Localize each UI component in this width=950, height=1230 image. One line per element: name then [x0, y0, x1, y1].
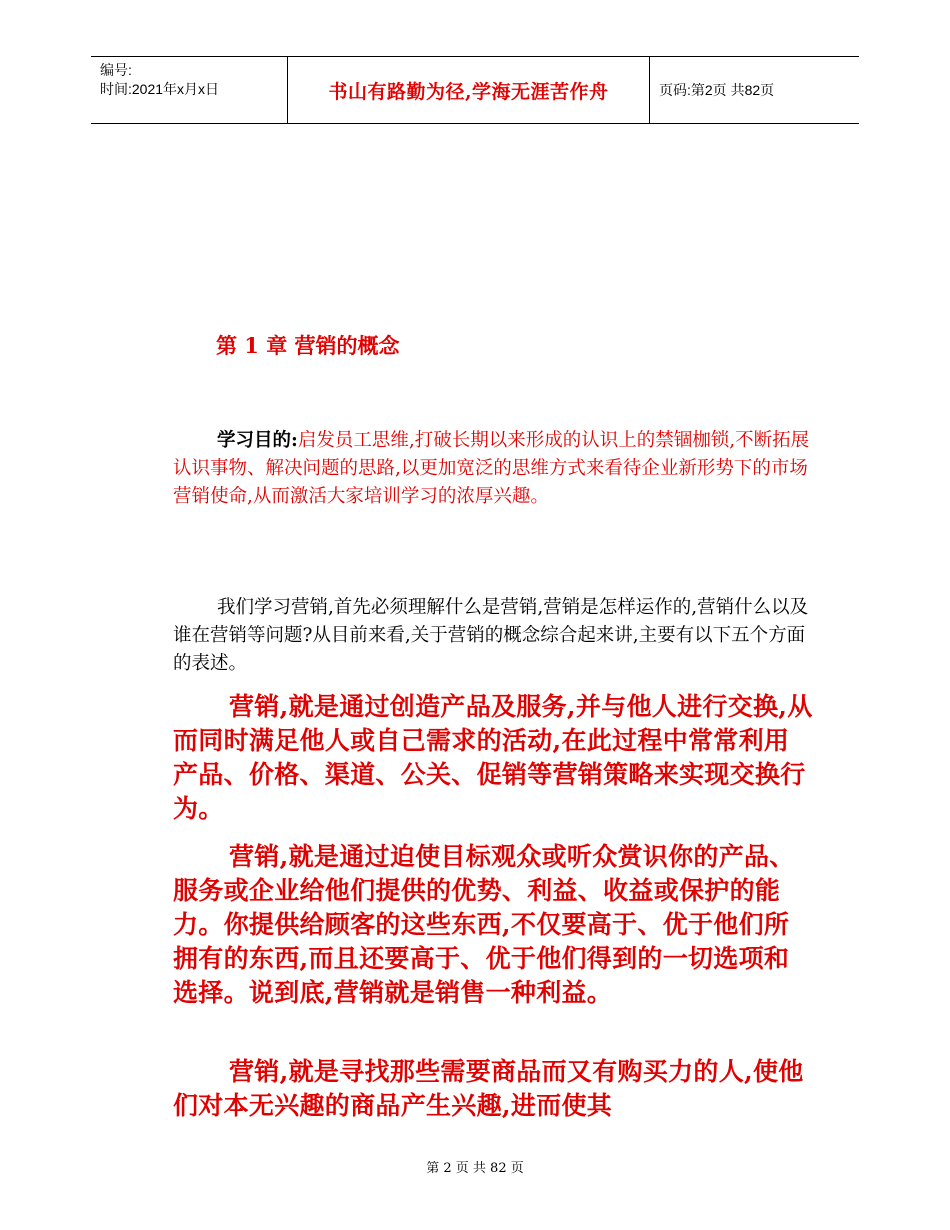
- document-header: [91, 56, 859, 124]
- header-motto: 书山有路勤为径,学海无涯苦作舟: [328, 80, 609, 103]
- serial-label: 编号:: [100, 62, 132, 78]
- intro-paragraph: 我们学习营销,首先必须理解什么是营销,营销是怎样运作的,营销什么以及谁在营销等问题?从目前来看,关于营销的概念综合起来讲,主要有以下五个方面的表述。: [173, 597, 809, 674]
- header-meta-cell: [91, 57, 287, 123]
- learning-objective: [173, 427, 813, 511]
- definition-paragraph: 营销,就是寻找那些需要商品而又有购买力的人,使他们对本无兴趣的商品产生兴趣,进而使其: [173, 1057, 804, 1120]
- header-page-cell: [650, 57, 859, 123]
- objective-text: 启发员工思维,打破长期以来形成的认识上的禁锢枷锁,不断拓展认识事物、解决问题的思路,以更加宽泛的思维方式来看待企业新形势下的市场营销使命,从而激活大家培训学习的浓厚兴趣。: [173, 430, 810, 507]
- time-label: 时间:2021年x月x日: [100, 81, 220, 97]
- page-footer: 第 2 页 共 82 页: [426, 1161, 524, 1176]
- definition-paragraph: 营销,就是通过创造产品及服务,并与他人进行交换,从而同时满足他人或自己需求的活动,在此过程中常常利用产品、价格、渠道、公关、促销等营销策略来实现交换行为。: [173, 692, 813, 823]
- definition-paragraph: 营销,就是通过迫使目标观众或听众赏识你的产品、服务或企业给他们提供的优势、利益、收益或保护的能力。你提供给顾客的这些东西,不仅要高于、优于他们所拥有的东西,而且还要高于、优于他们得到的一切选项和选择。说到底,营销就是销售一种利益。: [173, 842, 795, 1007]
- objective-label: 学习目的:: [217, 430, 298, 451]
- chapter-title: 第 1 章 营销的概念: [216, 333, 400, 358]
- header-page-info: 页码:第2页 共82页: [659, 82, 775, 98]
- header-motto-cell: [287, 57, 650, 123]
